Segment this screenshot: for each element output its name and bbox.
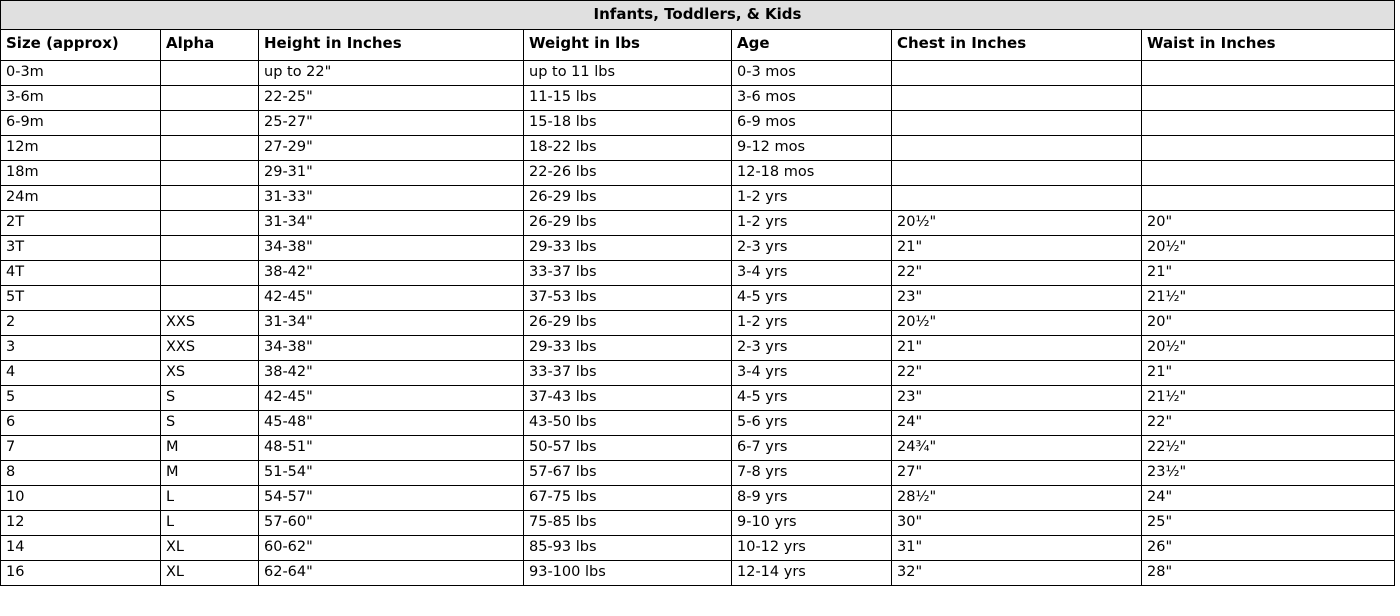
cell-height: 34-38" <box>259 335 524 360</box>
column-header-height: Height in Inches <box>259 30 524 60</box>
cell-weight: 29-33 lbs <box>524 335 732 360</box>
cell-height: 29-31" <box>259 160 524 185</box>
cell-waist: 21½" <box>1142 385 1395 410</box>
column-header-chest: Chest in Inches <box>892 30 1142 60</box>
cell-age: 6-7 yrs <box>732 435 892 460</box>
cell-age: 2-3 yrs <box>732 335 892 360</box>
cell-size: 5T <box>1 285 161 310</box>
table-row <box>1 510 1395 535</box>
cell-weight: 50-57 lbs <box>524 435 732 460</box>
cell-size: 3-6m <box>1 85 161 110</box>
cell-chest <box>892 110 1142 135</box>
cell-age: 4-5 yrs <box>732 385 892 410</box>
cell-height: up to 22" <box>259 60 524 85</box>
table-row <box>1 310 1395 335</box>
cell-waist: 20½" <box>1142 335 1395 360</box>
cell-alpha <box>161 85 259 110</box>
cell-waist <box>1142 160 1395 185</box>
table-row <box>1 385 1395 410</box>
cell-size: 14 <box>1 535 161 560</box>
cell-alpha: XXS <box>161 335 259 360</box>
cell-chest: 24¾" <box>892 435 1142 460</box>
table-row <box>1 485 1395 510</box>
cell-chest: 22" <box>892 360 1142 385</box>
cell-alpha: M <box>161 460 259 485</box>
table-row <box>1 435 1395 460</box>
cell-age: 8-9 yrs <box>732 485 892 510</box>
cell-height: 31-34" <box>259 310 524 335</box>
cell-waist: 22" <box>1142 410 1395 435</box>
cell-waist <box>1142 110 1395 135</box>
cell-weight: 75-85 lbs <box>524 510 732 535</box>
cell-height: 27-29" <box>259 135 524 160</box>
cell-age: 9-12 mos <box>732 135 892 160</box>
cell-chest <box>892 160 1142 185</box>
cell-waist: 20" <box>1142 310 1395 335</box>
table-title: Infants, Toddlers, & Kids <box>1 1 1395 30</box>
cell-weight: 37-53 lbs <box>524 285 732 310</box>
table-row <box>1 410 1395 435</box>
cell-height: 31-34" <box>259 210 524 235</box>
cell-weight: 29-33 lbs <box>524 235 732 260</box>
cell-weight: 37-43 lbs <box>524 385 732 410</box>
cell-age: 9-10 yrs <box>732 510 892 535</box>
cell-size: 24m <box>1 185 161 210</box>
cell-weight: 67-75 lbs <box>524 485 732 510</box>
cell-height: 60-62" <box>259 535 524 560</box>
table-row <box>1 460 1395 485</box>
cell-size: 0-3m <box>1 60 161 85</box>
cell-alpha <box>161 235 259 260</box>
cell-height: 45-48" <box>259 410 524 435</box>
cell-size: 8 <box>1 460 161 485</box>
cell-size: 6 <box>1 410 161 435</box>
cell-waist <box>1142 135 1395 160</box>
table-row <box>1 85 1395 110</box>
table-row <box>1 210 1395 235</box>
cell-alpha: S <box>161 410 259 435</box>
cell-age: 1-2 yrs <box>732 210 892 235</box>
cell-weight: 57-67 lbs <box>524 460 732 485</box>
cell-age: 10-12 yrs <box>732 535 892 560</box>
cell-height: 48-51" <box>259 435 524 460</box>
cell-chest: 22" <box>892 260 1142 285</box>
cell-height: 34-38" <box>259 235 524 260</box>
cell-weight: 43-50 lbs <box>524 410 732 435</box>
cell-alpha <box>161 160 259 185</box>
cell-chest: 23" <box>892 385 1142 410</box>
table-row <box>1 60 1395 85</box>
cell-weight: 11-15 lbs <box>524 85 732 110</box>
cell-height: 62-64" <box>259 560 524 585</box>
cell-chest <box>892 185 1142 210</box>
cell-age: 5-6 yrs <box>732 410 892 435</box>
cell-weight: 26-29 lbs <box>524 185 732 210</box>
size-chart-body <box>1 1 1395 586</box>
cell-chest: 24" <box>892 410 1142 435</box>
cell-alpha: XS <box>161 360 259 385</box>
cell-weight: 33-37 lbs <box>524 260 732 285</box>
cell-chest: 28½" <box>892 485 1142 510</box>
table-row <box>1 110 1395 135</box>
cell-waist: 21½" <box>1142 285 1395 310</box>
cell-age: 3-6 mos <box>732 85 892 110</box>
cell-age: 3-4 yrs <box>732 260 892 285</box>
cell-alpha <box>161 60 259 85</box>
cell-size: 18m <box>1 160 161 185</box>
cell-waist: 20" <box>1142 210 1395 235</box>
cell-size: 12 <box>1 510 161 535</box>
cell-size: 3T <box>1 235 161 260</box>
cell-age: 3-4 yrs <box>732 360 892 385</box>
cell-waist: 20½" <box>1142 235 1395 260</box>
cell-size: 4T <box>1 260 161 285</box>
cell-waist: 22½" <box>1142 435 1395 460</box>
cell-height: 22-25" <box>259 85 524 110</box>
cell-size: 7 <box>1 435 161 460</box>
cell-alpha: L <box>161 485 259 510</box>
cell-age: 2-3 yrs <box>732 235 892 260</box>
cell-size: 4 <box>1 360 161 385</box>
table-row <box>1 185 1395 210</box>
cell-chest: 23" <box>892 285 1142 310</box>
cell-chest: 27" <box>892 460 1142 485</box>
cell-height: 25-27" <box>259 110 524 135</box>
cell-chest <box>892 60 1142 85</box>
cell-weight: 18-22 lbs <box>524 135 732 160</box>
cell-height: 57-60" <box>259 510 524 535</box>
cell-alpha <box>161 285 259 310</box>
cell-waist <box>1142 85 1395 110</box>
cell-weight: 26-29 lbs <box>524 210 732 235</box>
table-row <box>1 360 1395 385</box>
cell-height: 38-42" <box>259 360 524 385</box>
column-header-weight: Weight in lbs <box>524 30 732 60</box>
cell-height: 38-42" <box>259 260 524 285</box>
cell-size: 6-9m <box>1 110 161 135</box>
cell-age: 12-14 yrs <box>732 560 892 585</box>
cell-waist: 23½" <box>1142 460 1395 485</box>
cell-weight: 93-100 lbs <box>524 560 732 585</box>
cell-alpha <box>161 185 259 210</box>
cell-size: 12m <box>1 135 161 160</box>
cell-age: 0-3 mos <box>732 60 892 85</box>
cell-chest <box>892 85 1142 110</box>
cell-size: 16 <box>1 560 161 585</box>
cell-size: 10 <box>1 485 161 510</box>
cell-alpha: XL <box>161 535 259 560</box>
cell-chest: 21" <box>892 235 1142 260</box>
cell-alpha: M <box>161 435 259 460</box>
table-row <box>1 560 1395 585</box>
cell-size: 3 <box>1 335 161 360</box>
cell-alpha: S <box>161 385 259 410</box>
column-header-size: Size (approx) <box>1 30 161 60</box>
cell-age: 7-8 yrs <box>732 460 892 485</box>
cell-height: 31-33" <box>259 185 524 210</box>
table-header-row <box>1 30 1395 60</box>
cell-size: 2 <box>1 310 161 335</box>
cell-alpha <box>161 210 259 235</box>
cell-chest: 32" <box>892 560 1142 585</box>
cell-alpha <box>161 135 259 160</box>
table-title-row <box>1 1 1395 30</box>
cell-height: 42-45" <box>259 285 524 310</box>
table-row <box>1 235 1395 260</box>
cell-alpha <box>161 260 259 285</box>
cell-waist: 21" <box>1142 360 1395 385</box>
cell-age: 1-2 yrs <box>732 310 892 335</box>
table-row <box>1 260 1395 285</box>
cell-weight: 15-18 lbs <box>524 110 732 135</box>
cell-chest: 20½" <box>892 210 1142 235</box>
cell-height: 54-57" <box>259 485 524 510</box>
cell-alpha: XL <box>161 560 259 585</box>
cell-age: 6-9 mos <box>732 110 892 135</box>
cell-weight: 26-29 lbs <box>524 310 732 335</box>
cell-age: 4-5 yrs <box>732 285 892 310</box>
cell-size: 5 <box>1 385 161 410</box>
cell-height: 42-45" <box>259 385 524 410</box>
cell-weight: 85-93 lbs <box>524 535 732 560</box>
cell-alpha <box>161 110 259 135</box>
table-row <box>1 285 1395 310</box>
table-row <box>1 160 1395 185</box>
table-row <box>1 535 1395 560</box>
column-header-waist: Waist in Inches <box>1142 30 1395 60</box>
cell-age: 1-2 yrs <box>732 185 892 210</box>
column-header-age: Age <box>732 30 892 60</box>
cell-weight: 22-26 lbs <box>524 160 732 185</box>
cell-age: 12-18 mos <box>732 160 892 185</box>
cell-weight: up to 11 lbs <box>524 60 732 85</box>
cell-size: 2T <box>1 210 161 235</box>
cell-chest <box>892 135 1142 160</box>
cell-height: 51-54" <box>259 460 524 485</box>
cell-waist: 25" <box>1142 510 1395 535</box>
column-header-alpha: Alpha <box>161 30 259 60</box>
table-row <box>1 135 1395 160</box>
cell-waist: 28" <box>1142 560 1395 585</box>
cell-alpha: XXS <box>161 310 259 335</box>
cell-waist: 24" <box>1142 485 1395 510</box>
cell-chest: 31" <box>892 535 1142 560</box>
cell-chest: 30" <box>892 510 1142 535</box>
cell-waist <box>1142 60 1395 85</box>
cell-waist: 26" <box>1142 535 1395 560</box>
cell-chest: 21" <box>892 335 1142 360</box>
table-row <box>1 335 1395 360</box>
cell-waist <box>1142 185 1395 210</box>
cell-waist: 21" <box>1142 260 1395 285</box>
cell-weight: 33-37 lbs <box>524 360 732 385</box>
cell-chest: 20½" <box>892 310 1142 335</box>
cell-alpha: L <box>161 510 259 535</box>
